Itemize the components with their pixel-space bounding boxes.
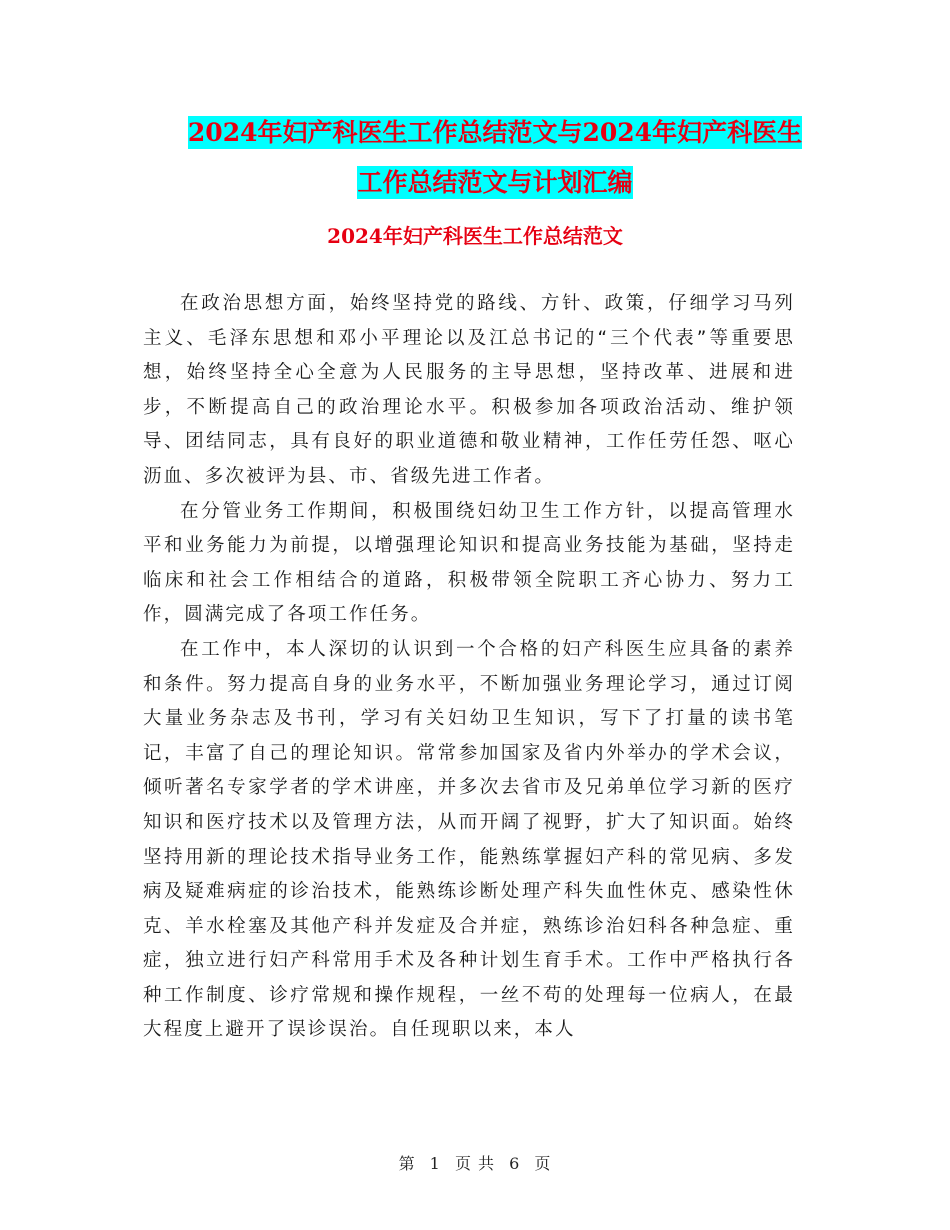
footer-total-pages: 6 bbox=[509, 1154, 521, 1173]
paragraph: 在分管业务工作期间，积极围绕妇幼卫生工作方针，以提高管理水平和业务能力为前提，以增强理论知识和提高业务技能为基础，坚持走临床和社会工作相结合的道路，积极带领全院职工齐心协力、努力工作，圆满完成了各项工作任务。 bbox=[143, 500, 795, 626]
paragraph: 在政治思想方面，始终坚持党的路线、方针、政策，仔细学习马列主义、毛泽东思想和邓小平理论以及江总书记的“三个代表”等重要思想，始终坚持全心全意为人民服务的主导思想，坚持改革、进展和进步，不断提高自己的政治理论水平。积极参加各项政治活动、维护领导、团结同志，具有良好的职业道德和敬业精神，工作任劳任怨、呕心沥血、多次被评为县、市、省级先进工作者。 bbox=[143, 293, 795, 487]
footer-page-number: 1 bbox=[429, 1154, 441, 1173]
page-footer bbox=[0, 1152, 950, 1176]
document-title bbox=[120, 108, 870, 208]
footer-prefix: 第 bbox=[398, 1154, 416, 1173]
footer-mid: 页 共 bbox=[454, 1154, 496, 1173]
footer-suffix: 页 bbox=[534, 1154, 552, 1173]
document-title-line-2: 工作总结范文与计划汇编 bbox=[357, 168, 633, 197]
document-title-line-1: 2024年妇产科医生工作总结范文与2024年妇产科医生 bbox=[187, 118, 803, 147]
section-title: 2024年妇产科医生工作总结范文 bbox=[327, 224, 623, 248]
document-body bbox=[143, 287, 795, 1048]
paragraph: 在工作中，本人深切的认识到一个合格的妇产科医生应具备的素养和条件。努力提高自身的业务水平，不断加强业务理论学习，通过订阅大量业务杂志及书刊，学习有关妇幼卫生知识，写下了打量的读书笔记，丰富了自己的理论知识。常常参加国家及省内外举办的学术会议，倾听著名专家学者的学术讲座，并多次去省市及兄弟单位学习新的医疗知识和医疗技术以及管理方法，从而开阔了视野，扩大了知识面。始终坚持用新的理论技术指导业务工作，能熟练掌握妇产科的常见病、多发病及疑难病症的诊治技术，能熟练诊断处理产科失血性休克、感染性休克、羊水栓塞及其他产科并发症及合并症，熟练诊治妇科各种急症、重症，独立进行妇产科常用手术及各种计划生育手术。工作中严格执行各种工作制度、诊疗常规和操作规程，一丝不苟的处理每一位病人，在最大程度上避开了误诊误治。自任现职以来，本人 bbox=[143, 638, 795, 1041]
